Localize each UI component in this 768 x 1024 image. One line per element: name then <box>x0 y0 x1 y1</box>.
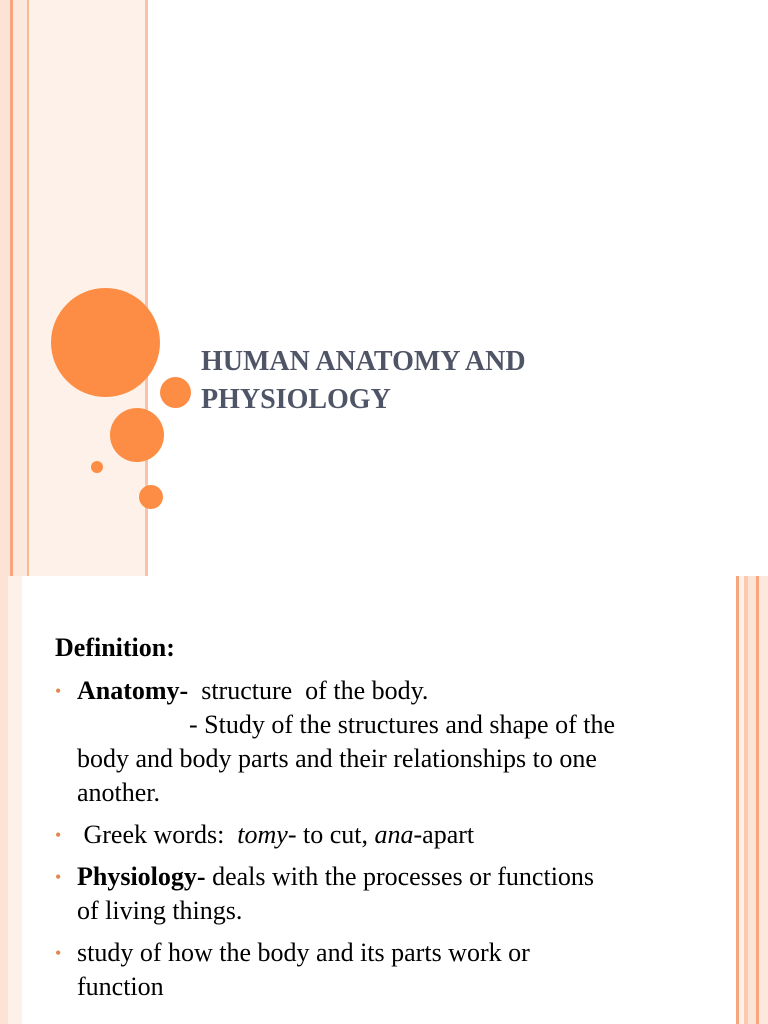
decorative-stripe <box>8 576 22 1024</box>
greek-mid: - to cut, <box>287 820 375 849</box>
decorative-stripe <box>759 576 768 1024</box>
greek-prefix: Greek words: <box>77 820 238 849</box>
decorative-stripe <box>0 0 10 576</box>
small-circle <box>139 485 163 509</box>
physiology-definition-cont: of living things. <box>77 896 243 925</box>
decorative-stripe <box>0 576 8 1024</box>
anatomy-subtext: body and body parts and their relationships to one <box>77 744 597 773</box>
title-line: PHYSIOLOGY <box>201 384 391 415</box>
greek-end: -apart <box>413 820 475 849</box>
bullet-icon: • <box>55 681 62 701</box>
study-text: study of how the body and its parts work or <box>77 938 530 967</box>
anatomy-subtext: another. <box>77 778 161 807</box>
study-text: function <box>77 972 164 1001</box>
greek-ana: ana <box>374 820 414 849</box>
bullet-icon: • <box>55 825 62 845</box>
definition-list <box>55 674 725 1004</box>
physiology-definition: deals with the processes or functions <box>205 862 595 891</box>
title-line: HUMAN ANATOMY AND <box>201 346 526 377</box>
decorative-stripe <box>29 0 145 576</box>
list-item <box>55 936 725 1004</box>
decorative-stripe <box>13 0 27 576</box>
anatomy-subtext: - Study of the structures and shape of the <box>189 710 616 739</box>
anatomy-definition: structure of the body. <box>188 676 429 705</box>
bullet-icon: • <box>55 867 62 887</box>
tiny-circle <box>91 461 103 473</box>
definition-heading: Definition: <box>55 633 175 662</box>
list-item <box>55 674 725 810</box>
small-circle <box>160 377 191 408</box>
term-anatomy: Anatomy- <box>77 676 189 705</box>
term-physiology: Physiology- <box>77 862 206 891</box>
slide-title <box>201 343 621 419</box>
large-circle <box>51 288 160 397</box>
medium-circle <box>110 408 164 462</box>
definition-slide <box>0 576 768 1024</box>
definition-content <box>55 632 725 1012</box>
list-item <box>55 818 725 852</box>
decorative-stripe <box>748 576 756 1024</box>
greek-tomy: tomy <box>237 820 288 849</box>
list-item <box>55 860 725 928</box>
bullet-icon: • <box>55 943 62 963</box>
